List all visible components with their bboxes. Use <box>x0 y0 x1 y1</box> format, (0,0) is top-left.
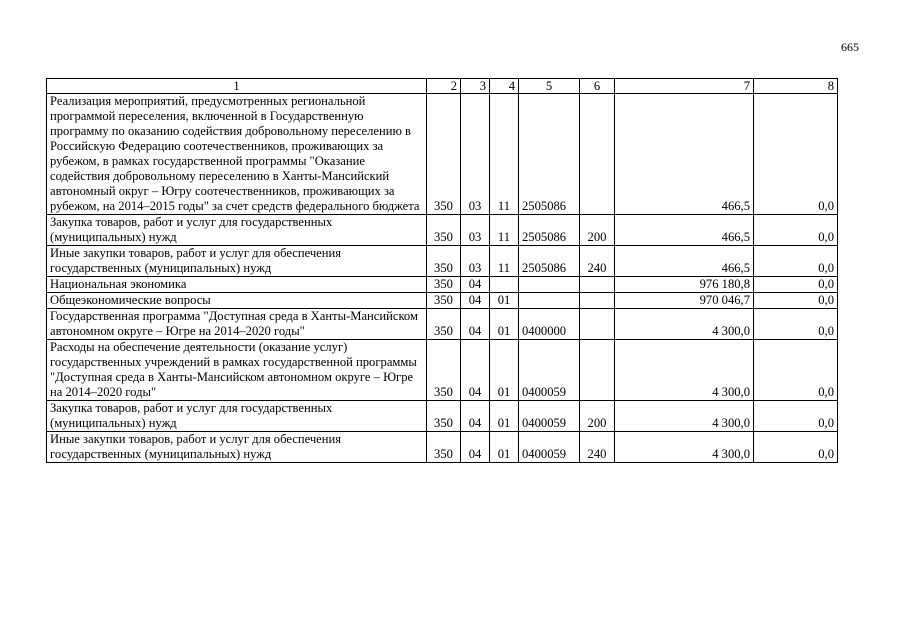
cell-amount-2: 0,0 <box>754 401 838 432</box>
cell-admin-code: 350 <box>427 432 461 463</box>
cell-amount-2: 0,0 <box>754 340 838 401</box>
table-header-row <box>47 79 838 94</box>
cell-admin-code: 350 <box>427 340 461 401</box>
cell-subsection: 11 <box>490 246 519 277</box>
cell-expense-type: 240 <box>580 246 615 277</box>
budget-table <box>46 78 838 463</box>
column-header: 4 <box>490 79 519 94</box>
cell-admin-code: 350 <box>427 215 461 246</box>
table-row <box>47 293 838 309</box>
cell-amount: 4 300,0 <box>615 309 754 340</box>
cell-subsection: 01 <box>490 340 519 401</box>
cell-admin-code: 350 <box>427 94 461 215</box>
cell-expense-type <box>580 277 615 293</box>
cell-amount-2: 0,0 <box>754 215 838 246</box>
cell-admin-code: 350 <box>427 277 461 293</box>
cell-amount: 4 300,0 <box>615 401 754 432</box>
table-row <box>47 94 838 215</box>
cell-subsection: 01 <box>490 293 519 309</box>
cell-expense-type <box>580 293 615 309</box>
column-header: 3 <box>461 79 490 94</box>
cell-target-article: 2505086 <box>519 94 580 215</box>
cell-section: 04 <box>461 432 490 463</box>
cell-section: 04 <box>461 277 490 293</box>
cell-subsection: 01 <box>490 309 519 340</box>
column-header: 5 <box>519 79 580 94</box>
table-row <box>47 340 838 401</box>
row-description: Общеэкономические вопросы <box>47 293 427 309</box>
cell-subsection: 11 <box>490 215 519 246</box>
row-description: Иные закупки товаров, работ и услуг для обеспечения государственных (муниципальных) нужд <box>47 432 427 463</box>
cell-section: 04 <box>461 309 490 340</box>
cell-target-article: 0400059 <box>519 340 580 401</box>
row-description: Закупка товаров, работ и услуг для государственных (муниципальных) нужд <box>47 401 427 432</box>
cell-expense-type: 200 <box>580 215 615 246</box>
table-row <box>47 401 838 432</box>
cell-expense-type: 240 <box>580 432 615 463</box>
column-header: 7 <box>615 79 754 94</box>
cell-amount-2: 0,0 <box>754 277 838 293</box>
column-header: 8 <box>754 79 838 94</box>
cell-amount-2: 0,0 <box>754 293 838 309</box>
cell-section: 03 <box>461 246 490 277</box>
cell-amount: 4 300,0 <box>615 340 754 401</box>
cell-section: 03 <box>461 94 490 215</box>
cell-target-article: 2505086 <box>519 215 580 246</box>
cell-subsection: 01 <box>490 432 519 463</box>
cell-target-article <box>519 293 580 309</box>
cell-amount-2: 0,0 <box>754 246 838 277</box>
cell-target-article: 0400000 <box>519 309 580 340</box>
row-description: Реализация мероприятий, предусмотренных региональной программой переселения, включенной в Государственную программу по оказанию содействия добровольному переселению в Российскую Федерацию соотечественников, проживающих за рубежом, в рамках государственной программы "Оказание содействия добровольному переселению в Ханты-Мансийский автономный округ – Югру соотечественников, проживающих за рубежом, на 2014–2015 годы" за счет средств федерального бюджета <box>47 94 427 215</box>
cell-amount-2: 0,0 <box>754 309 838 340</box>
row-description: Государственная программа "Доступная среда в Ханты-Мансийском автономном округе – Югре на 2014–2020 годы" <box>47 309 427 340</box>
cell-section: 04 <box>461 340 490 401</box>
row-description: Расходы на обеспечение деятельности (оказание услуг) государственных учреждений в рамках государственной программы "Доступная среда в Ханты-Мансийском автономном округе – Югре на 2014–2020 годы" <box>47 340 427 401</box>
cell-admin-code: 350 <box>427 246 461 277</box>
table-row <box>47 432 838 463</box>
row-description: Иные закупки товаров, работ и услуг для обеспечения государственных (муниципальных) нужд <box>47 246 427 277</box>
table-row <box>47 309 838 340</box>
cell-target-article: 0400059 <box>519 401 580 432</box>
cell-target-article: 2505086 <box>519 246 580 277</box>
cell-subsection: 11 <box>490 94 519 215</box>
cell-subsection <box>490 277 519 293</box>
cell-section: 04 <box>461 401 490 432</box>
cell-target-article: 0400059 <box>519 432 580 463</box>
column-header: 2 <box>427 79 461 94</box>
table-row <box>47 246 838 277</box>
cell-amount: 970 046,7 <box>615 293 754 309</box>
cell-expense-type: 200 <box>580 401 615 432</box>
cell-admin-code: 350 <box>427 309 461 340</box>
column-header: 1 <box>47 79 427 94</box>
column-header: 6 <box>580 79 615 94</box>
row-description: Национальная экономика <box>47 277 427 293</box>
table-row <box>47 215 838 246</box>
cell-amount: 466,5 <box>615 215 754 246</box>
page-number: 665 <box>841 40 859 54</box>
row-description: Закупка товаров, работ и услуг для государственных (муниципальных) нужд <box>47 215 427 246</box>
cell-expense-type <box>580 94 615 215</box>
cell-section: 03 <box>461 215 490 246</box>
cell-expense-type <box>580 309 615 340</box>
table-row <box>47 277 838 293</box>
cell-amount-2: 0,0 <box>754 94 838 215</box>
cell-expense-type <box>580 340 615 401</box>
cell-admin-code: 350 <box>427 401 461 432</box>
cell-amount-2: 0,0 <box>754 432 838 463</box>
cell-amount: 466,5 <box>615 94 754 215</box>
cell-target-article <box>519 277 580 293</box>
cell-admin-code: 350 <box>427 293 461 309</box>
cell-section: 04 <box>461 293 490 309</box>
cell-amount: 4 300,0 <box>615 432 754 463</box>
cell-subsection: 01 <box>490 401 519 432</box>
cell-amount: 466,5 <box>615 246 754 277</box>
cell-amount: 976 180,8 <box>615 277 754 293</box>
